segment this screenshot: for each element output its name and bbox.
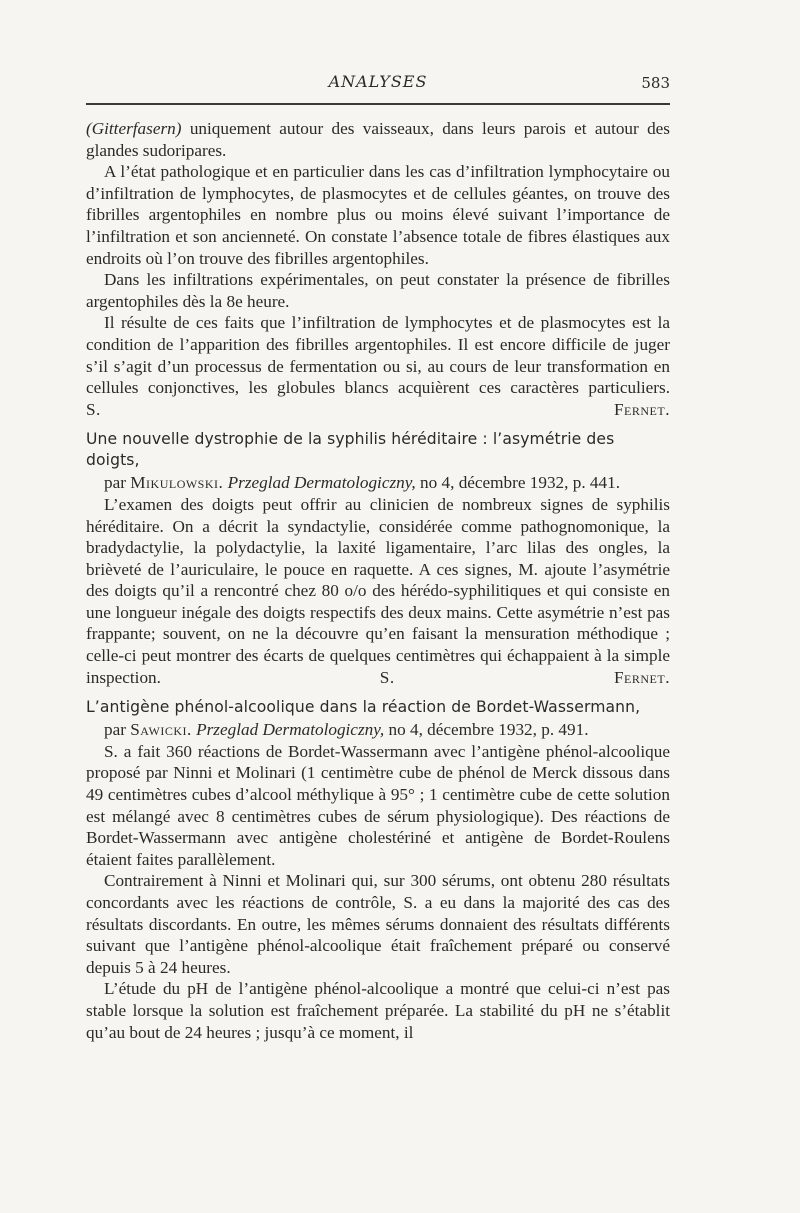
article-title: L’antigène phénol-alcoolique dans la réaction de Bordet-Wassermann, <box>86 698 641 717</box>
article-paragraph-text: L’examen des doigts peut offrir au clinicien de nombreux signes de syphilis héréditaire. On a décrit la syndactylie, considérée comme pathognomonique, la bradydactylie, la polydactylie, la laxité ligamentaire, l’arc lilas des ongles, la brièveté de l’auriculaire, le pouce en raquette. A ces signes, M. ajoute l’asymétrie des doigts qu’il a rencontré chez 80 o/o des hérédo-syphilitiques et qui consiste en une longueur inégale des doigts respectifs des deux mains. Cette asymétrie n’est pas frappante; souvent, on ne la découvre qu’en faisant la mensuration méthodique ; celle-ci peut montrer des écarts de quelques centimètres qui échappaient à la simple inspection. <box>86 494 670 687</box>
article-title: Une nouvelle dystrophie de la syphilis héréditaire : l’asymétrie des doigts, <box>86 430 615 470</box>
intro-paragraph-4-text: Il résulte de ces faits que l’infiltration de lymphocytes et de plasmocytes est la condition de l’apparition des fibrilles argentophiles. Il est encore difficile de juger s’il s’agit d’un processus de fermentation ou si, au cours de leur transformation en cellules conjonctives, les globules blancs acquièrent ces caractères particuliers. <box>86 313 670 398</box>
article-paragraph: L’étude du pH de l’antigène phénol-alcoolique a montré que celui-ci n’est pas stable lorsque la solution est fraîchement préparée. La stabilité du pH ne s’établit qu’au bout de 24 heures ; jusqu’à ce moment, il <box>86 979 670 1042</box>
header-rule <box>86 103 670 105</box>
signature: S. Fernet. <box>86 399 670 419</box>
ref-prefix: par <box>104 720 126 740</box>
page-number: 583 <box>641 74 670 92</box>
intro-text: uniquement autour des vaisseaux, dans leurs parois et autour des glandes sudoripares. <box>86 119 670 160</box>
article-paragraph: Contrairement à Ninni et Molinari qui, sur 300 sérums, ont obtenu 280 résultats concordants avec les réactions de contrôle, S. a eu dans la majorité des cas des résultats discordants. En outre, les mêmes sérums donnaient des résultats différents suivant que l’antigène phénol-alcoolique était fraîchement préparé ou conservé depuis 5 à 24 heures. <box>86 871 670 977</box>
article-paragraph <box>86 494 670 688</box>
journal-name: Przeglad Dermatologiczny, <box>196 720 385 740</box>
intro-paragraph-2: A l’état pathologique et en particulier dans les cas d’infiltration lymphocytaire ou d’infiltration de lymphocytes, de plasmocytes et de cellules géantes, on trouve des fibrilles argentophiles en nombre plus ou moins élevé suivant l’importance de l’infiltration et son ancienneté. On constate l’absence totale de fibres élastiques aux endroits où l’on trouve des fibrilles argentophiles. <box>86 162 670 268</box>
ref-details: no 4, décembre 1932, p. 441. <box>420 473 621 493</box>
signature: S. Fernet. <box>379 667 671 687</box>
journal-name: Przeglad Dermatologiczny, <box>227 473 416 493</box>
article-reference <box>86 719 670 741</box>
author: Sawicki. <box>130 720 192 740</box>
intro-paragraph-4 <box>86 312 670 420</box>
ref-prefix: par <box>104 473 126 493</box>
intro-paragraph-3: Dans les infiltrations expérimentales, on peut constater la présence de fibrilles argentophiles dès la 8e heure. <box>86 270 670 311</box>
author: Mikulowski. <box>130 473 224 493</box>
intro-term: (Gitterfasern) <box>86 119 182 138</box>
ref-details: no 4, décembre 1932, p. 491. <box>388 720 589 740</box>
running-title: ANALYSES <box>328 72 428 91</box>
page-body <box>86 118 670 1043</box>
page-header <box>86 72 670 108</box>
intro-paragraph-1 <box>86 118 670 161</box>
article-reference <box>86 472 670 494</box>
article-paragraph: S. a fait 360 réactions de Bordet-Wassermann avec l’antigène phénol-alcoolique proposé par Ninni et Molinari (1 centimètre cube de phénol de Merck dissous dans 49 centimètres cubes d’alcool méthylique à 95° ; 1 centimètre cube de cette solution est mélangé avec 8 centimètres cubes de sérum physiologique). Des réactions de Bordet-Wassermann avec antigène cholestériné et antigène de Bordet-Roulens étaient faites parallèlement. <box>86 741 670 869</box>
